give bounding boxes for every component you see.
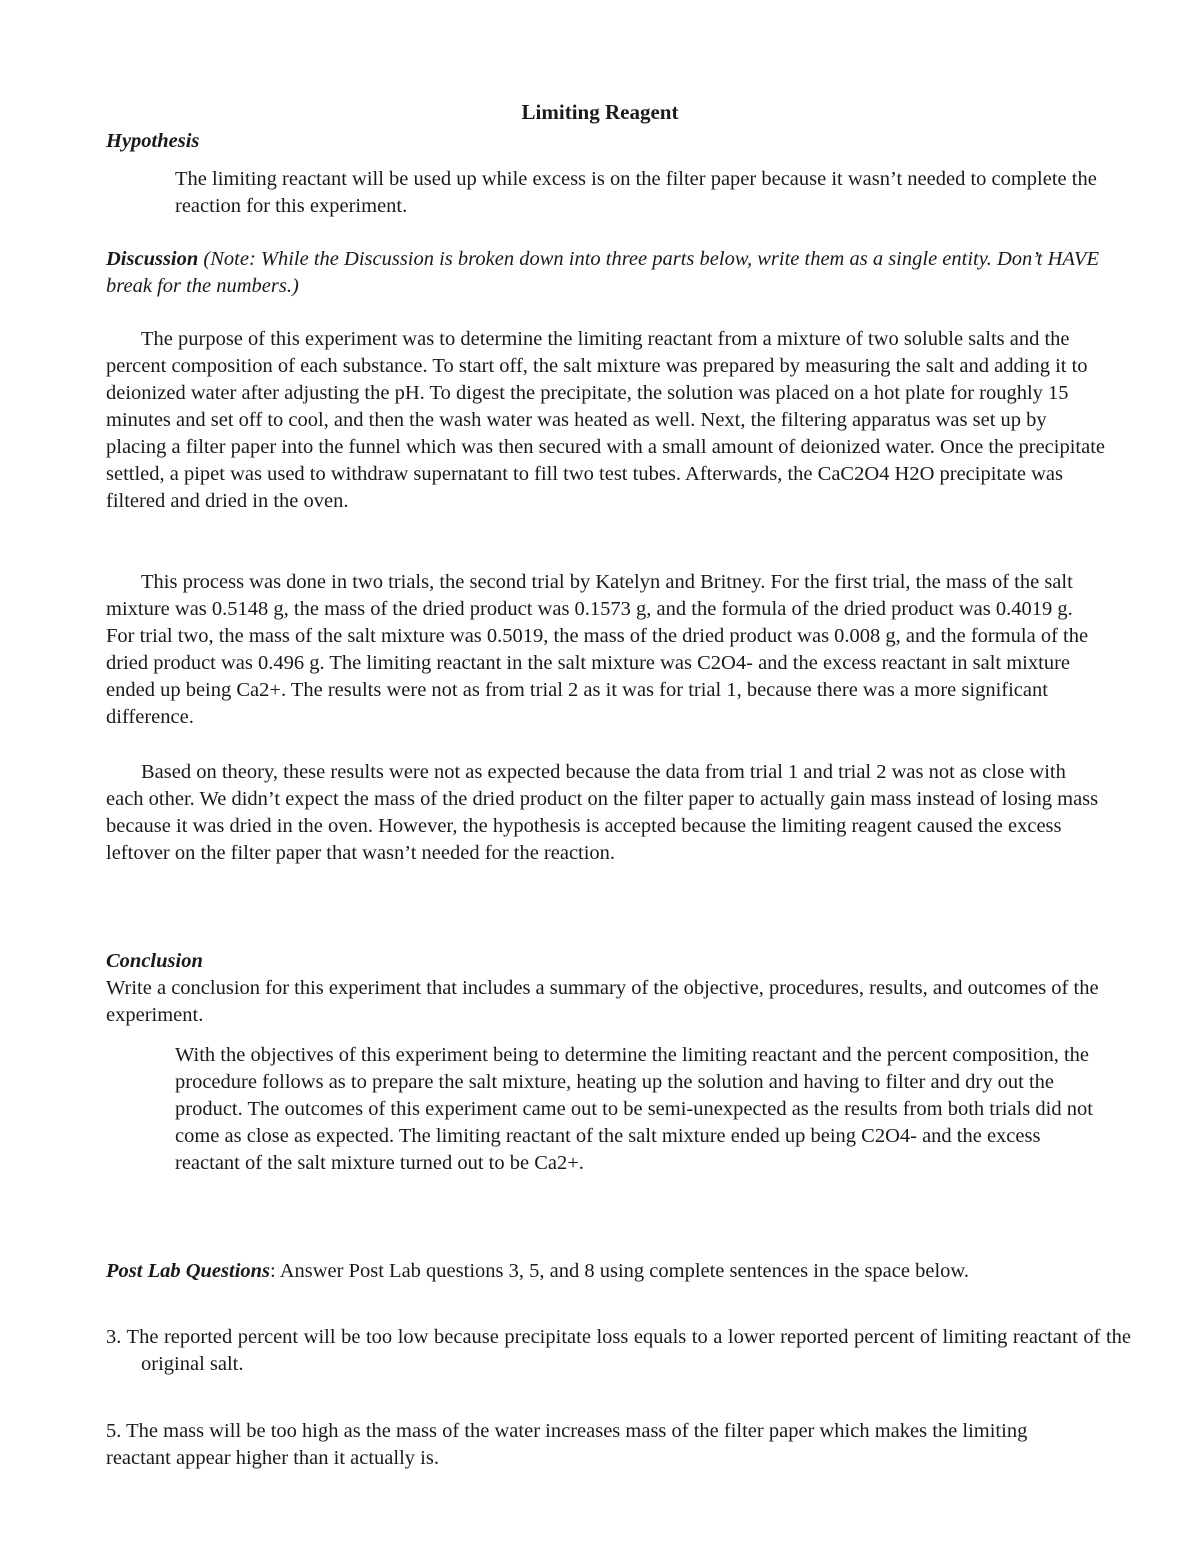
post-lab-answer-3: 3. The reported percent will be too low because precipitate loss equals to a lower reported percent of limiting reactant of the original salt. bbox=[106, 1326, 1131, 1375]
discussion-paragraph-1: The purpose of this experiment was to determine the limiting reactant from a mixture of two soluble salts and the percent composition of each substance. To start off, the salt mixture was prepared by measuring the salt and adding it to deionized water after adjusting the pH. To digest the precipitate, the solution was placed on a hot plate for roughly 15 minutes and set off to cool, and then the wash water was heated as well. Next, the filtering apparatus was set up by placing a filter paper into the funnel which was then secured with a small amount of deionized water. Once the precipitate settled, a pipet was used to withdraw supernatant to fill two test tubes. Afterwards, the CaC2O4 H2O precipitate was filtered and dried in the oven. bbox=[106, 328, 1106, 512]
hypothesis-heading: Hypothesis bbox=[106, 130, 200, 152]
document-title: Limiting Reagent bbox=[521, 100, 679, 124]
post-lab-heading: Post Lab Questions bbox=[106, 1260, 271, 1282]
post-lab-answer-5: 5. The mass will be too high as the mass of the water increases mass of the filter paper which makes the limiting reactant appear higher than it actually is. bbox=[106, 1420, 1028, 1469]
discussion-heading: Discussion bbox=[106, 248, 199, 270]
discussion-note: (Note: While the Discussion is broken down into three parts below, write them as a single entity. Don’t HAVE break for the numbers.) bbox=[106, 248, 1099, 297]
discussion-paragraph-3: Based on theory, these results were not as expected because the data from trial 1 and trial 2 was not as close with each other. We didn’t expect the mass of the dried product on the filter paper to actually gain mass instead of losing mass because it was dried in the oven. However, the hypothesis is accepted because the limiting reagent caused the excess leftover on the filter paper that wasn’t needed for the reaction. bbox=[106, 761, 1099, 864]
discussion-header bbox=[106, 246, 1106, 300]
conclusion-heading: Conclusion bbox=[106, 950, 203, 972]
post-lab-header bbox=[106, 1258, 1106, 1285]
post-lab-prompt: : Answer Post Lab questions 3, 5, and 8 using complete sentences in the space below. bbox=[270, 1260, 969, 1282]
hypothesis-text: The limiting reactant will be used up while excess is on the filter paper because it wasn’t needed to complete the reaction for this experiment. bbox=[175, 168, 1097, 217]
discussion-paragraph-2: This process was done in two trials, the second trial by Katelyn and Britney. For the first trial, the mass of the salt mixture was 0.5148 g, the mass of the dried product was 0.1573 g, and the formula of the dried product was 0.4019 g. For trial two, the mass of the salt mixture was 0.5019, the mass of the dried product was 0.008 g, and the formula of the dried product was 0.496 g. The limiting reactant in the salt mixture was C2O4- and the excess reactant in salt mixture ended up being Ca2+. The results were not as from trial 2 as it was for trial 1, because there was a more significant difference. bbox=[106, 571, 1089, 728]
conclusion-prompt: Write a conclusion for this experiment that includes a summary of the objective, procedures, results, and outcomes of the experiment. bbox=[106, 977, 1099, 1026]
conclusion-text: With the objectives of this experiment being to determine the limiting reactant and the percent composition, the procedure follows as to prepare the salt mixture, heating up the solution and having to filter and dry out the product. The outcomes of this experiment came out to be semi-unexpected as the results from both trials did not come as close as expected. The limiting reactant of the salt mixture ended up being C2O4- and the excess reactant of the salt mixture turned out to be Ca2+. bbox=[175, 1044, 1093, 1174]
